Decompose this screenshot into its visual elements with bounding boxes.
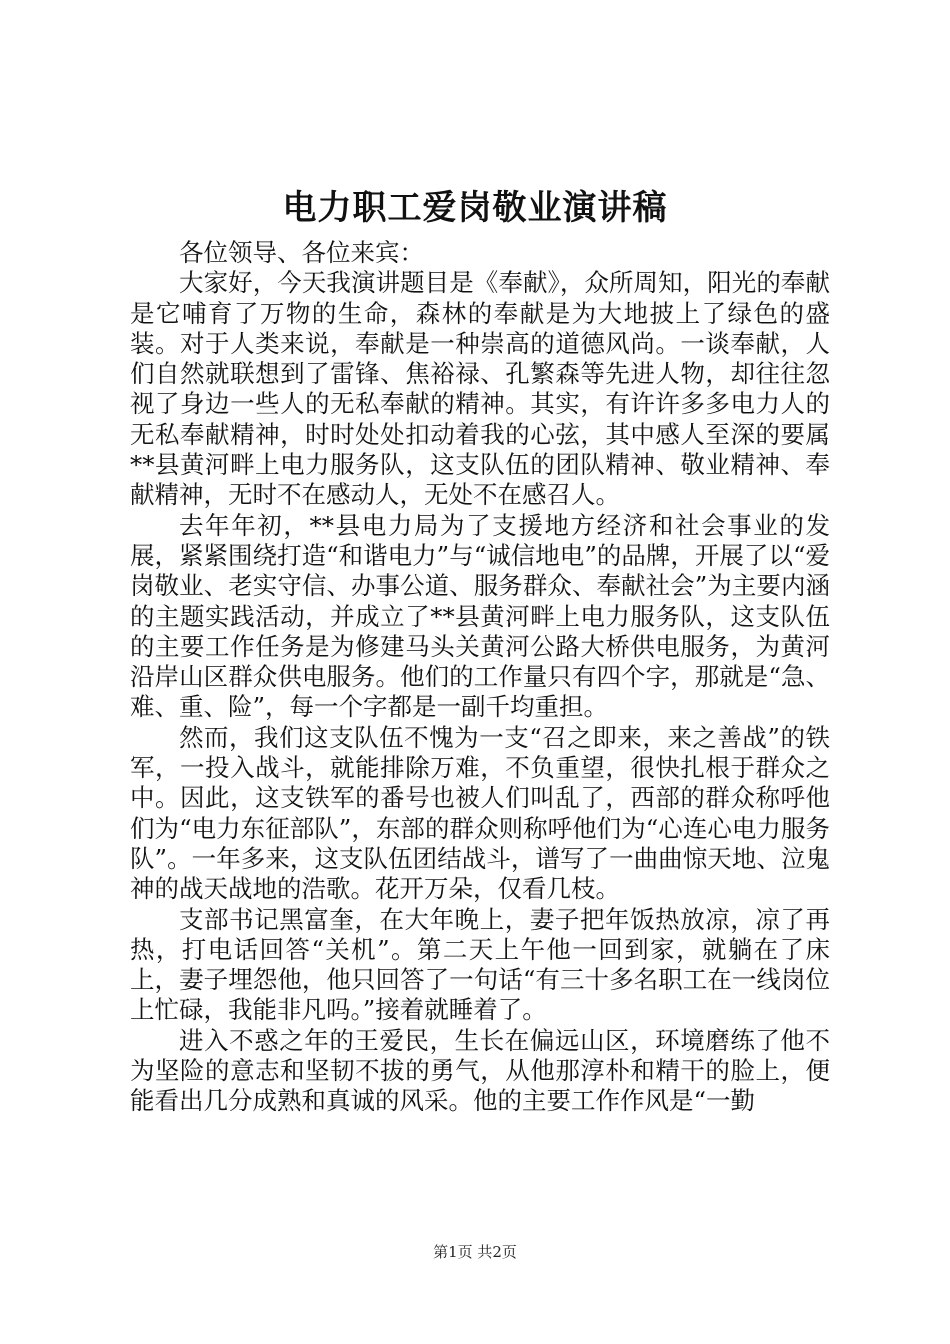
page-footer bbox=[0, 1242, 950, 1262]
page-number: 第1页 共2页 bbox=[433, 1243, 517, 1261]
body-paragraph: 然而，我们这支队伍不愧为一支“召之即来，来之善战”的铁军，一投入战斗，就能排除万难，不负重望，很快扎根于群众之中。因此，这支铁军的番号也被人们叫乱了，西部的群众称呼他们为“电力东征部队”，东部的群众则称呼他们为“心连心电力服务队”。一年多来，这支队伍团结战斗，谱写了一曲曲惊天地、泣鬼神的战天战地的浩歌。花开万朵，仅看几枝。 bbox=[130, 722, 830, 904]
salutation-paragraph: 各位领导、各位来宾： bbox=[179, 238, 424, 267]
document-body bbox=[130, 238, 830, 1117]
body-paragraph: 去年年初，**县电力局为了支援地方经济和社会事业的发展，紧紧围绕打造“和谐电力”与“诚信地电”的品牌，开展了以“爱岗敬业、老实守信、办事公道、服务群众、奉献社会”为主要内涵的主题实践活动，并成立了**县黄河畔上电力服务队，这支队伍的主要工作任务是为修建马头关黄河公路大桥供电服务，为黄河沿岸山区群众供电服务。他们的工作量只有四个字，那就是“急、难、重、险”，每一个字都是一副千均重担。 bbox=[130, 510, 830, 722]
body-paragraph: 大家好，今天我演讲题目是《奉献》，众所周知，阳光的奉献是它哺育了万物的生命，森林的奉献是为大地披上了绿色的盛装。对于人类来说，奉献是一种崇高的道德风尚。一谈奉献，人们自然就联想到了雷锋、焦裕禄、孔繁森等先进人物，却往往忽视了身边一些人的无私奉献的精神。其实，有许许多多电力人的无私奉献精神，时时处处扣动着我的心弦，其中感人至深的要属**县黄河畔上电力服务队，这支队伍的团队精神、敬业精神、奉献精神，无时不在感动人，无处不在感召人。 bbox=[130, 268, 830, 510]
body-paragraph: 支部书记黑富奎，在大年晚上，妻子把年饭热放凉，凉了再热，打电话回答“关机”。第二天上午他一回到家，就躺在了床上，妻子埋怨他，他只回答了一句话“有三十多名职工在一线岗位上忙碌，我能非凡吗。”接着就睡着了。 bbox=[130, 904, 830, 1025]
document-title: 电力职工爱岗敬业演讲稿 bbox=[282, 188, 668, 228]
body-paragraph: 进入不惑之年的王爱民，生长在偏远山区，环境磨练了他不为坚险的意志和坚韧不拔的勇气，从他那淳朴和精干的脸上，便能看出几分成熟和真诚的风采。他的主要工作作风是“一勤 bbox=[130, 1025, 830, 1116]
